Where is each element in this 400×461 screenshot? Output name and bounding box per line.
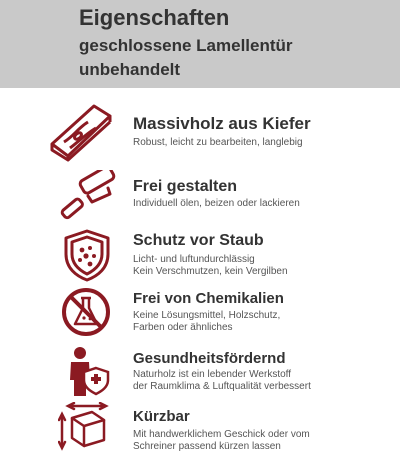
health-person-icon bbox=[66, 346, 110, 403]
no-chemicals-icon bbox=[60, 286, 112, 343]
paint-roller-icon bbox=[58, 170, 116, 227]
page-subtitle: geschlossene Lamellentür bbox=[79, 36, 293, 55]
feature-title: Frei von Chemikalien bbox=[133, 290, 284, 307]
wood-plank-icon bbox=[48, 102, 114, 167]
feature-chemikalien bbox=[0, 286, 400, 342]
page-title: Eigenschaften bbox=[79, 5, 230, 30]
feature-title: Schutz vor Staub bbox=[133, 232, 264, 249]
feature-massivholz bbox=[0, 100, 400, 160]
feature-schutz-staub bbox=[0, 228, 400, 284]
feature-description: Keine Lösungsmittel, Holzschutz, Farben oder ähnliches bbox=[133, 310, 281, 333]
feature-frei-gestalten bbox=[0, 168, 400, 224]
feature-description: Naturholz ist ein lebender Werkstoff der Raumklima & Luftqualität verbessert bbox=[133, 369, 311, 392]
feature-description: Mit handwerklichem Geschick oder vom Schreiner passend kürzen lassen bbox=[133, 429, 310, 452]
feature-gesundheit bbox=[0, 344, 400, 398]
page-subtitle-2: unbehandelt bbox=[79, 60, 181, 79]
feature-title: Massivholz aus Kiefer bbox=[133, 114, 311, 133]
feature-title: Frei gestalten bbox=[133, 178, 238, 195]
feature-title: Gesundheitsfördernd bbox=[133, 350, 286, 367]
feature-description: Licht- und luftundurchlässig Kein Verschmutzen, kein Vergilben bbox=[133, 254, 288, 277]
feature-description: Individuell ölen, beizen oder lackieren bbox=[133, 198, 300, 209]
resize-box-icon bbox=[58, 402, 114, 461]
feature-title: Kürzbar bbox=[133, 408, 190, 425]
dust-shield-icon bbox=[60, 228, 114, 287]
feature-kuerzbar bbox=[0, 400, 400, 458]
feature-description: Robust, leicht zu bearbeiten, langlebig bbox=[133, 137, 303, 148]
header-banner bbox=[0, 0, 400, 88]
